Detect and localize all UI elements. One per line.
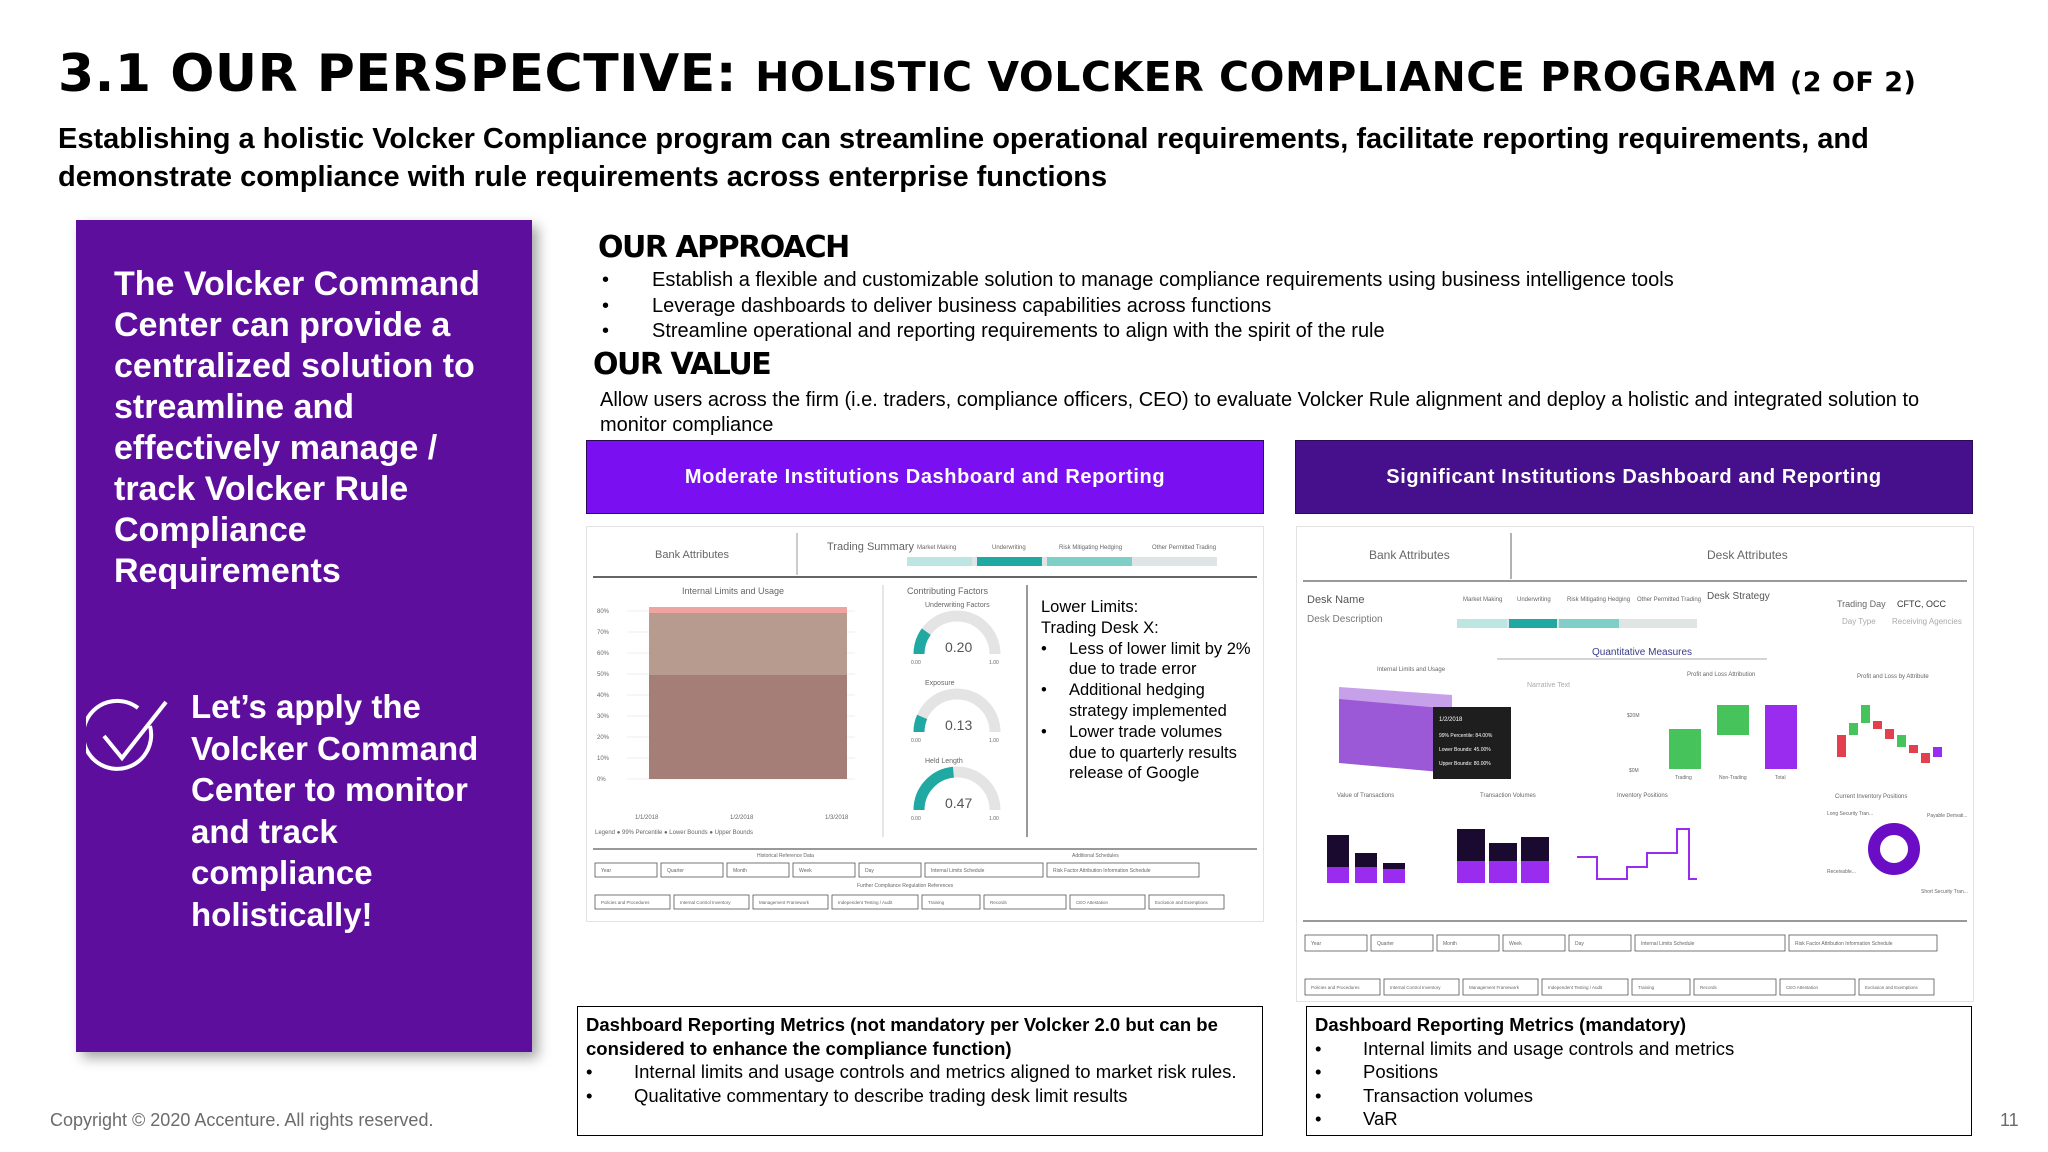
value-heading: OUR VALUE <box>593 347 771 382</box>
filter-button-label: Week <box>1509 941 1522 947</box>
desk-description: Desk Description <box>1307 614 1383 625</box>
filter-button-label: Month <box>1443 941 1457 947</box>
slide-title <box>58 44 1916 104</box>
waterfall-bar <box>1933 747 1942 757</box>
filter-button-label: Internal Limits Schedule <box>931 868 985 874</box>
callout-subtitle: Trading Desk X: <box>1041 618 1159 637</box>
title-part: (2 OF 2) <box>1789 67 1917 98</box>
y-tick: 0% <box>597 777 606 783</box>
pnl-title: Profit and Loss Attribution <box>1687 672 1756 678</box>
top-label: Market Making <box>917 545 957 551</box>
gauge-value: 0.20 <box>945 639 973 655</box>
gauge-min: 0.00 <box>911 816 921 822</box>
filter-button-label: Internal Control Inventory <box>680 900 731 905</box>
desk-name: Desk Name <box>1307 594 1365 606</box>
donut-label: Payable Derivati... <box>1927 813 1968 819</box>
top-label: Other Permitted Trading <box>1152 545 1217 551</box>
filter-button-label: Risk Factor Attribution Information Schedule <box>1795 941 1893 947</box>
gauge-value: 0.47 <box>945 795 973 811</box>
significant-dashboard-preview <box>1296 526 1974 1002</box>
value-text: Allow users across the firm (i.e. traders, compliance officers, CEO) to evaluate Volcker Rule alignment and deploy a holistic and integrated solution to monitor compliance <box>600 389 1920 436</box>
metrics-title: Dashboard Reporting Metrics (not mandatory per Volcker 2.0 but can be considered to enhance the compliance function) <box>586 1014 1218 1059</box>
activity-bar-segment <box>1509 619 1557 628</box>
pnl-x-tick: Total <box>1775 775 1786 781</box>
y-tick: 30% <box>597 714 610 720</box>
page-number: 11 <box>2000 1110 2019 1130</box>
volume-bar <box>1489 861 1517 883</box>
pnl-x-tick: Trading <box>1675 775 1692 781</box>
moderate-dashboard-button[interactable]: Moderate Institutions Dashboard and Reporting <box>586 440 1264 514</box>
gauge-label: Underwriting Factors <box>925 602 990 609</box>
top-label: Risk Mitigating Hedging <box>1059 545 1123 551</box>
waterfall-bar <box>1873 721 1882 729</box>
tab-trading-summary[interactable]: Trading Summary <box>827 541 915 553</box>
contributing-title: Contributing Factors <box>907 586 989 596</box>
filter-button-label: Year <box>1311 941 1322 947</box>
current-inv-title: Current Inventory Positions <box>1835 794 1908 800</box>
waterfall-bar <box>1861 705 1870 723</box>
top-label: Risk Mitigating Hedging <box>1567 597 1631 603</box>
pnl-attr-title: Profit and Loss by Attribute <box>1857 674 1929 680</box>
list-item: • Positions <box>1315 1061 1439 1082</box>
tab-desk-attributes[interactable]: Desk Attributes <box>1707 548 1788 562</box>
gauge-max: 1.00 <box>989 738 999 744</box>
filter-button-label: Independent Testing / Audit <box>838 900 893 905</box>
donut-label: Long Security Tran... <box>1827 811 1874 817</box>
chart-legend: Legend ● 99% Percentile ● Lower Bounds ● Upper Bounds <box>595 830 753 836</box>
volume-title: Transaction Volumes <box>1480 793 1536 799</box>
apply-text: Let’s apply the Volcker Command Center to monitor and track compliance holistically! <box>191 688 479 933</box>
filter-button-label: Policies and Procedures <box>1311 985 1360 990</box>
tooltip-row: Lower Bounds: 45.00% <box>1439 747 1491 753</box>
y-tick: 40% <box>597 693 610 699</box>
tooltip-row: Upper Bounds: 80.00% <box>1439 761 1491 767</box>
ref-title: Historical Reference Data <box>757 853 814 859</box>
activity-bar-segment <box>1559 619 1619 628</box>
filter-button-label: Quarter <box>1377 941 1394 947</box>
activity-bar-segment <box>1457 619 1507 628</box>
top-label: Market Making <box>1463 597 1503 603</box>
donut-label: Short Security Tran... <box>1921 889 1968 895</box>
value-bar <box>1327 867 1349 883</box>
moderate-metrics-box <box>577 1006 1263 1136</box>
donut-label: Receivable... <box>1827 869 1856 875</box>
x-tick: 1/2/2018 <box>730 815 754 821</box>
inventory-line <box>1577 829 1697 879</box>
list-item: • Establish a flexible and customizable solution to manage compliance requirements using business intelligence tools <box>602 269 1674 291</box>
list-item: • Leverage dashboards to deliver business capabilities across functions <box>602 294 1272 317</box>
y-tick: 50% <box>597 672 610 678</box>
tab-bank-attributes[interactable]: Bank Attributes <box>1369 548 1450 562</box>
slide-subtitle: Establishing a holistic Volcker Compliance program can streamline operational requirements, facilitate reporting requirements, and demonstrate compliance with rule requirements across enterprise functions <box>58 123 1869 193</box>
trading-day: Trading Day <box>1837 599 1886 609</box>
list-item: • Qualitative commentary to describe trading desk limit results <box>586 1084 1128 1106</box>
further-title: Further Compliance Regulation References <box>857 883 954 889</box>
value-bar <box>1383 863 1405 869</box>
trading-desk-callout <box>1041 597 1251 784</box>
x-tick: 1/3/2018 <box>825 815 849 821</box>
filter-button-label: Risk Factor Attribution Information Schedule <box>1053 868 1151 874</box>
moderate-dashboard-preview <box>586 526 1264 922</box>
activity-bar-segment <box>907 557 972 566</box>
desk-strategy: Desk Strategy <box>1707 591 1770 602</box>
volume-bar <box>1521 861 1549 883</box>
y-tick: 70% <box>597 630 610 636</box>
y-tick: 10% <box>597 756 610 762</box>
waterfall-bar <box>1849 723 1858 735</box>
agency-value: CFTC, OCC <box>1897 599 1946 609</box>
filter-button-label: Policies and Procedures <box>601 900 650 905</box>
list-item: • Additional hedging strategy implemented <box>1041 681 1227 720</box>
filter-button-label: Day <box>865 868 874 874</box>
inventory-donut <box>1874 829 1914 869</box>
waterfall-bar <box>1837 735 1846 757</box>
top-label: Other Permitted Trading <box>1637 597 1702 603</box>
narrative-text: Narrative Text <box>1527 682 1571 689</box>
list-item: • Less of lower limit by 2% due to trade error <box>1041 639 1251 679</box>
callout-title: Lower Limits: <box>1041 598 1139 616</box>
filter-button-label: Quarter <box>667 868 684 874</box>
filter-button-label: Management Framework <box>759 900 810 905</box>
filter-button-label: Management Framework <box>1469 985 1520 990</box>
filter-button-label: Records <box>990 900 1007 905</box>
limit-area-lower <box>649 675 847 779</box>
value-title: Value of Transactions <box>1337 793 1395 799</box>
significant-metrics-box <box>1306 1006 1972 1136</box>
filter-button-label: Day <box>1575 941 1584 947</box>
list-item: • VaR <box>1315 1108 1398 1129</box>
waterfall-bar <box>1909 745 1918 753</box>
day-type: Day Type <box>1842 617 1876 626</box>
list-item: • Transaction volumes <box>1315 1084 1533 1106</box>
title-main: 3.1 OUR PERSPECTIVE: <box>58 44 738 104</box>
metrics-title: Dashboard Reporting Metrics (mandatory) <box>1315 1014 1687 1035</box>
filter-button-label: Exclusion and Exemptions <box>1155 900 1208 905</box>
pnl-y-tick: $20M <box>1627 713 1640 719</box>
list-item: • Streamline operational and reporting requirements to align with the spirit of the rule <box>602 320 1385 342</box>
significant-dashboard-button[interactable]: Significant Institutions Dashboard and Reporting <box>1295 440 1973 514</box>
filter-button-label: Training <box>928 900 945 905</box>
approach-bullets <box>598 268 1998 345</box>
activity-bar-segment <box>1047 557 1132 566</box>
waterfall-bar <box>1897 735 1906 747</box>
approach-heading: OUR APPROACH <box>598 230 849 265</box>
pnl-bar-total <box>1765 705 1797 769</box>
command-center-panel <box>76 220 532 1052</box>
pnl-bar-trading <box>1669 729 1701 769</box>
x-tick: 1/1/2018 <box>635 815 659 821</box>
tab-bank-attributes[interactable]: Bank Attributes <box>655 549 729 561</box>
waterfall-bar <box>1921 753 1930 763</box>
gauge-fill <box>919 632 926 654</box>
chart-title: Internal Limits and Usage <box>682 586 785 596</box>
filter-button-label: Training <box>1638 985 1655 990</box>
chart-title: Internal Limits and Usage <box>1377 667 1446 673</box>
sched-title: Additional Schedules <box>1072 853 1119 859</box>
gauge-min: 0.00 <box>911 738 921 744</box>
gauge-min: 0.00 <box>911 660 921 666</box>
filter-button-label: CEO Attestation <box>1786 985 1819 990</box>
pnl-x-tick: Non-Trading <box>1719 775 1747 781</box>
list-item: • Internal limits and usage controls and metrics <box>1315 1037 1735 1059</box>
pnl-bar-non-trading <box>1717 705 1749 735</box>
y-tick: 60% <box>597 651 610 657</box>
filter-button-label: Exclusion and Exemptions <box>1865 985 1918 990</box>
inventory-title: Inventory Positions <box>1617 793 1668 799</box>
tooltip-date: 1/2/2018 <box>1439 717 1463 723</box>
quant-title: Quantitative Measures <box>1592 647 1693 658</box>
gauge-max: 1.00 <box>989 816 999 822</box>
filter-button-label: Records <box>1700 985 1717 990</box>
pnl-y-tick: $0M <box>1629 768 1639 774</box>
list-item: • Lower trade volumes due to quarterly results release of Google <box>1041 722 1237 783</box>
gauge-label: Held Length <box>925 758 963 765</box>
volume-bar <box>1489 843 1517 861</box>
value-bar <box>1355 853 1377 867</box>
volume-bar <box>1457 829 1485 861</box>
y-tick: 80% <box>597 609 610 615</box>
filter-button-label: Month <box>733 868 747 874</box>
filter-button-label: Internal Control Inventory <box>1390 985 1441 990</box>
volume-bar <box>1521 837 1549 861</box>
receiving-agencies: Receiving Agencies <box>1892 617 1962 626</box>
waterfall-bar <box>1885 729 1894 739</box>
filter-button-label: Independent Testing / Audit <box>1548 985 1603 990</box>
filter-button-label: CEO Attestation <box>1076 900 1109 905</box>
filter-button-label: Week <box>799 868 812 874</box>
volume-bar <box>1457 861 1485 883</box>
limit-area-upper <box>649 613 847 675</box>
command-center-text: The Volcker Command Center can provide a centralized solution to streamline and effectively manage / track Volcker Rule Compliance Requirements <box>114 265 480 590</box>
gauge-fill <box>919 717 922 732</box>
title-sub: HOLISTIC VOLCKER COMPLIANCE PROGRAM <box>755 53 1778 101</box>
filter-button-label: Year <box>601 868 612 874</box>
gauge-label: Exposure <box>925 680 955 687</box>
value-bar <box>1355 867 1377 883</box>
gauge-max: 1.00 <box>989 660 999 666</box>
value-bar <box>1383 869 1405 883</box>
checkmark-icon <box>86 696 170 780</box>
copyright: Copyright © 2020 Accenture. All rights reserved. <box>50 1110 434 1130</box>
gauge-value: 0.13 <box>945 717 973 733</box>
list-item: • Internal limits and usage controls and metrics aligned to market risk rules. <box>586 1061 1237 1082</box>
filter-button-label: Internal Limits Schedule <box>1641 941 1695 947</box>
top-label: Underwriting <box>1517 597 1551 603</box>
value-bar <box>1327 835 1349 867</box>
top-label: Underwriting <box>992 545 1026 551</box>
y-tick: 20% <box>597 735 610 741</box>
activity-bar-segment <box>977 557 1042 566</box>
tooltip-row: 99% Percentile: 84.00% <box>1439 733 1493 739</box>
